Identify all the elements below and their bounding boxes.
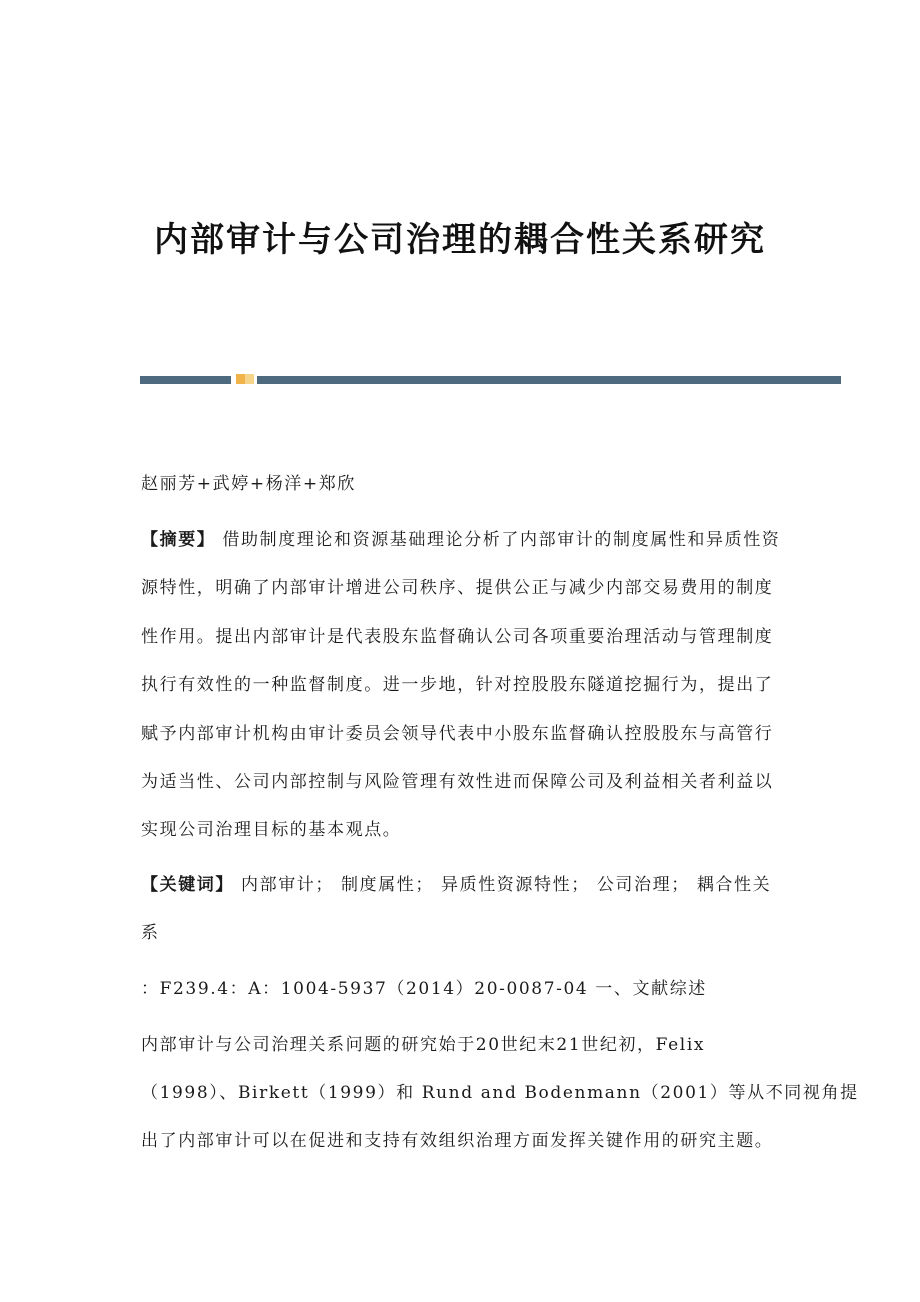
abstract-line-4: 执行有效性的一种监督制度。进一步地，针对控股股东隧道挖掘行为，提出了 <box>141 675 774 695</box>
abstract-line-3: 性作用。提出内部审计是代表股东监督确认公司各项重要治理活动与管理制度 <box>141 627 774 647</box>
title-divider <box>140 374 841 384</box>
keywords-label: 【关键词】 <box>141 875 234 895</box>
abstract-line-2: 源特性，明确了内部审计增进公司秩序、提供公正与减少内部交易费用的制度 <box>141 578 774 598</box>
classification-line: ：F239.4：A：1004-5937（2014）20-0087-04 一、文献综述 <box>141 979 707 999</box>
abstract-line-5: 赋予内部审计机构由审计委员会领导代表中小股东监督确认控股股东与高管行 <box>141 724 774 744</box>
abstract-label: 【摘要】 <box>141 530 216 550</box>
body-line-3: 出了内部审计可以在促进和支持有效组织治理方面发挥关键作用的研究主题。 <box>141 1131 774 1151</box>
abstract-line-6: 为适当性、公司内部控制与风险管理有效性进而保障公司及利益相关者利益以 <box>141 772 774 792</box>
abstract-line-1: 【摘要】 借助制度理论和资源基础理论分析了内部审计的制度属性和异质性资 <box>141 530 781 550</box>
abstract-line-7: 实现公司治理目标的基本观点。 <box>141 820 402 840</box>
body-line-1: 内部审计与公司治理关系问题的研究始于20世纪末21世纪初，Felix <box>141 1035 706 1055</box>
document-title: 内部审计与公司治理的耦合性关系研究 <box>154 220 766 260</box>
body-line-2: （1998）、Birkett（1999）和 Rund and Bodenmann（2001）等从不同视角提 <box>141 1083 859 1103</box>
keywords-line-1: 【关键词】 内部审计； 制度属性； 异质性资源特性； 公司治理； 耦合性关 <box>141 875 772 895</box>
authors: 赵丽芳+武婷+杨洋+郑欣 <box>141 474 356 494</box>
keywords-line-2: 系 <box>141 923 160 943</box>
divider-ornament <box>234 374 254 384</box>
